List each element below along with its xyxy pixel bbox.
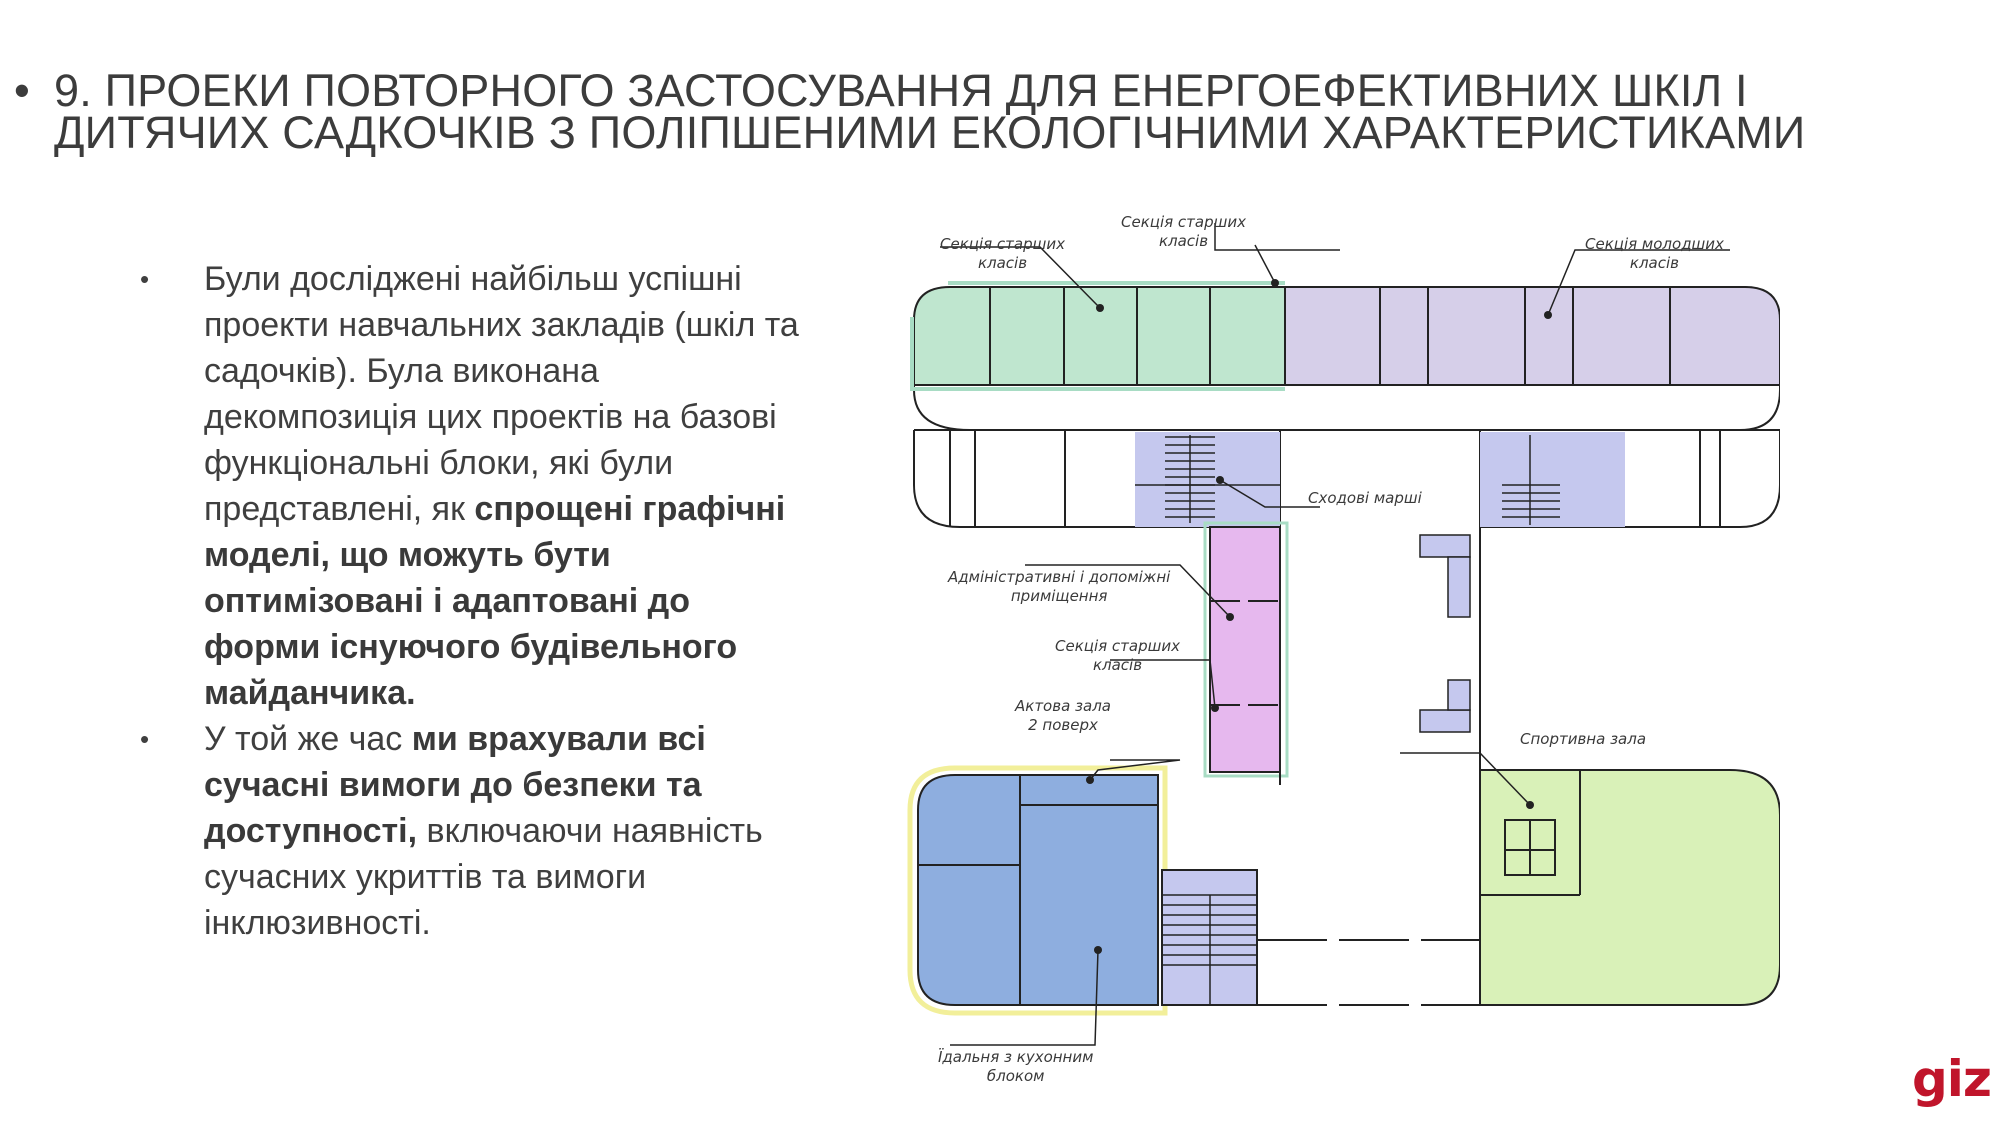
label-senior-1 [940, 235, 1065, 273]
bullet-marker: • [140, 724, 150, 754]
bullet-1-bold: спрощені графічні моделі, що можуть бути оптимізовані і адаптовані до форми існуючого будівельного майданчика. [204, 490, 786, 712]
floor-plan [880, 205, 1780, 1095]
label-admin-line-2: приміщення [1010, 587, 1108, 605]
bullet-2-text-start: У той же час [204, 720, 412, 758]
bullet-marker: • [140, 264, 150, 294]
bottom-corridor [1257, 940, 1480, 1005]
label-hall-line-1: Актова зала [1015, 697, 1111, 715]
courtyard-stairs [1420, 535, 1470, 732]
bullet-2-bold: ми врахували всі сучасні вимоги до безпеки та доступності, [204, 720, 706, 850]
label-admin-line-1: Адміністративні і допоміжні [948, 568, 1171, 586]
bullet-item-1 [140, 256, 800, 716]
title-line-1: 9. ПРОЕКИ ПОВТОРНОГО ЗАСТОСУВАННЯ ДЛЯ ЕНЕРГОЕФЕКТИВНИХ ШКІЛ І [54, 65, 1748, 116]
label-junior-line-1: Секція молодших [1585, 235, 1724, 253]
label-dining-line-1: Їдальня з кухонним [938, 1048, 1094, 1066]
junior-section-top [1285, 287, 1780, 385]
label-senior-2-line-1: Секція старших [1121, 213, 1246, 231]
label-junior [1585, 235, 1724, 273]
label-senior-3-line-1: Секція старших [1055, 637, 1180, 655]
bullet-1-text: Були досліджені найбільш успішні проекти навчальних закладів (шкіл та садочків). Була виконана декомпозиція цих проектів на базові функціональні блоки, які були представлені, як [204, 260, 799, 528]
label-gym-text: Спортивна зала [1520, 730, 1647, 748]
assembly-hall [918, 775, 1158, 1005]
label-senior-2-line-2: класів [1158, 232, 1209, 250]
bullet-item-2 [140, 716, 800, 946]
label-dining [938, 1048, 1093, 1086]
label-senior-2 [1121, 213, 1246, 251]
label-dining-line-2: блоком [986, 1067, 1045, 1085]
bullet-list [140, 256, 800, 946]
label-senior-1-line-2: класів [977, 254, 1028, 272]
label-hall [1015, 697, 1111, 735]
senior-section-top [914, 287, 1285, 385]
title-bullet: • [14, 65, 30, 116]
stairs-right [1480, 432, 1625, 527]
label-senior-1-line-1: Секція старших [940, 235, 1065, 253]
label-admin [948, 568, 1170, 606]
label-stairs-text: Сходові марші [1308, 489, 1422, 507]
corridor-lines [914, 385, 1780, 430]
label-junior-line-2: класів [1629, 254, 1680, 272]
label-hall-line-2: 2 поверх [1028, 716, 1098, 734]
top-wing-lower [914, 430, 1780, 527]
floor-plan-drawing [880, 205, 1780, 1095]
title-line-2: ДИТЯЧИХ САДКОЧКІВ З ПОЛІПШЕНИМИ ЕКОЛОГІЧНИМИ ХАРАКТЕРИСТИКАМИ [54, 107, 1806, 158]
giz-logo: giz [1912, 1050, 1992, 1108]
label-senior-3 [1055, 637, 1180, 675]
label-gym [1520, 730, 1646, 749]
label-senior-3-line-2: класів [1092, 656, 1143, 674]
page-title [14, 65, 1974, 158]
label-stairs [1308, 489, 1422, 508]
gym [1480, 770, 1780, 1005]
stairs-left [1135, 432, 1280, 527]
bullet-2-text-end: включаючи наявність сучасних укриттів та вимоги інклюзивності. [204, 812, 763, 942]
admin-block [1210, 527, 1280, 772]
